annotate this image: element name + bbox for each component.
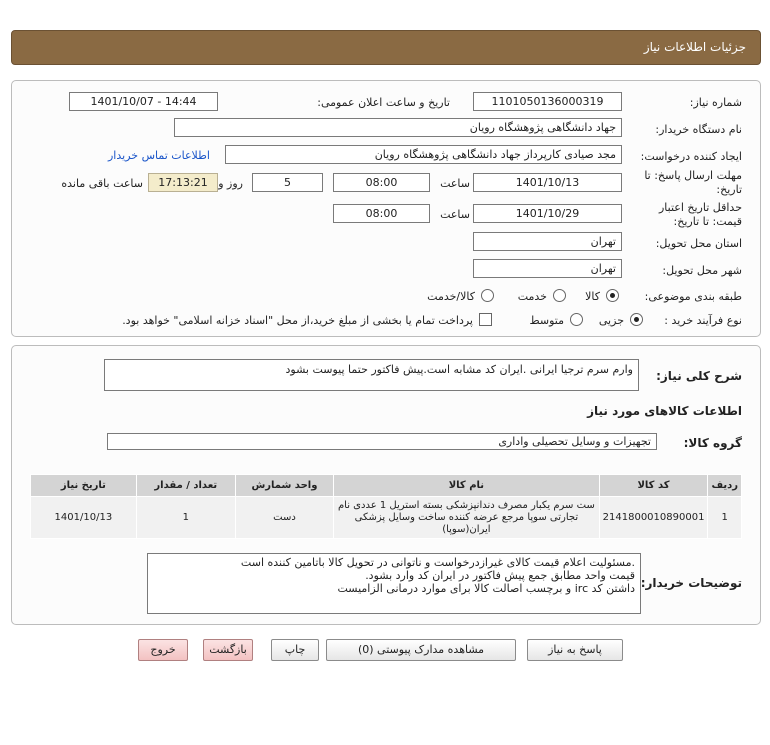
notes-line-3: داشتن کد irc و برچسب اصالت کالا برای موارد درمانی الزامیست xyxy=(337,582,635,595)
reply-button[interactable]: پاسخ به نیاز xyxy=(527,639,623,661)
goods-table xyxy=(30,474,742,539)
col-date: تاریخ نیاز xyxy=(31,475,137,497)
validity-label xyxy=(659,201,742,229)
buyer-org-field[interactable]: جهاد دانشگاهی پژوهشگاه رویان xyxy=(174,118,622,137)
payment-note: پرداخت تمام یا بخشی از مبلغ خرید،از محل "اسناد خزانه اسلامی" خواهد بود. xyxy=(122,314,473,327)
days-field[interactable]: 5 xyxy=(252,173,323,192)
process-radio-medium[interactable] xyxy=(570,313,583,326)
category-radio-goods[interactable] xyxy=(606,289,619,302)
remaining-label: ساعت باقی مانده xyxy=(61,177,143,190)
view-documents-button[interactable]: مشاهده مدارک پیوستی (0) xyxy=(326,639,516,661)
payment-checkbox[interactable] xyxy=(479,313,492,326)
category-radio-service[interactable] xyxy=(553,289,566,302)
deadline-time-field[interactable]: 08:00 xyxy=(333,173,430,192)
col-row: ردیف xyxy=(708,475,742,497)
notes-field[interactable] xyxy=(147,553,641,614)
group-field[interactable]: تجهیزات و وسایل تحصیلی واداری xyxy=(107,433,657,450)
creator-field[interactable]: مجد صیادی کارپرداز جهاد دانشگاهی پژوهشگاه رویان xyxy=(225,145,622,164)
process-radio-minor[interactable] xyxy=(630,313,643,326)
notes-label: توضیحات خریدار: xyxy=(640,576,742,590)
validity-time-label: ساعت xyxy=(440,208,470,221)
deadline-time-label: ساعت xyxy=(440,177,470,190)
remaining-time-field: 17:13:21 xyxy=(148,173,218,192)
notes-line-1: .مسئولیت اعلام قیمت کالای غیرازدرخواست و ناتوانی در تحویل کالا باتامین کننده است xyxy=(240,556,635,569)
validity-time-field[interactable]: 08:00 xyxy=(333,204,430,223)
days-label: روز و xyxy=(218,177,243,190)
announce-label: تاریخ و ساعت اعلان عمومی: xyxy=(317,96,450,109)
city-field[interactable]: تهران xyxy=(473,259,622,278)
category-label: طبقه بندی موضوعی: xyxy=(644,290,742,303)
category-radio-goods-service[interactable] xyxy=(481,289,494,302)
city-label: شهر محل تحویل: xyxy=(662,264,742,277)
notes-line-2: قیمت واحد مطابق جمع پیش فاکتور در ایران کد وارد بشود. xyxy=(365,569,635,582)
need-number-label: شماره نیاز: xyxy=(689,96,742,109)
category-option-goods: کالا xyxy=(585,290,600,303)
process-label: نوع فرآیند خرید : xyxy=(664,314,742,327)
cell-qty: 1 xyxy=(136,497,235,539)
cell-date: 1401/10/13 xyxy=(31,497,137,539)
validity-label-line2: قیمت: تا تاریخ: xyxy=(673,215,742,228)
deadline-date-field[interactable]: 1401/10/13 xyxy=(473,173,622,192)
process-option-medium: متوسط xyxy=(529,314,564,327)
announce-field[interactable]: 1401/10/07 - 14:44 xyxy=(69,92,218,111)
page-header xyxy=(11,30,761,65)
goods-section-title: اطلاعات کالاهای مورد نیاز xyxy=(587,404,742,418)
cell-row: 1 xyxy=(708,497,742,539)
back-button[interactable]: بازگشت xyxy=(203,639,253,661)
cell-name: ست سرم یکبار مصرف دندانپزشکی بسته استریل 1 عددی نام تجارتی سوپا مرجع عرضه کننده ساخت وسایل پزشکی ایران(سوپا) xyxy=(334,497,599,539)
goods-table-header xyxy=(31,475,742,497)
category-option-goods-service: کالا/خدمت xyxy=(427,290,475,303)
contact-buyer-link[interactable]: اطلاعات تماس خریدار xyxy=(108,149,210,162)
summary-field[interactable]: وارم سرم ترجیا ایرانی .ایران کد مشابه است.پیش فاکتور حتما پیوست بشود xyxy=(104,359,639,391)
group-label: گروه کالا: xyxy=(683,436,742,450)
table-row[interactable] xyxy=(31,497,742,539)
category-option-service: خدمت xyxy=(517,290,547,303)
province-field[interactable]: تهران xyxy=(473,232,622,251)
deadline-label-line1: مهلت ارسال پاسخ: تا xyxy=(644,169,742,182)
page-title: جزئیات اطلاعات نیاز xyxy=(643,40,746,54)
col-unit: واحد شمارش xyxy=(235,475,333,497)
need-number-field[interactable]: 1101050136000319 xyxy=(473,92,622,111)
col-qty: تعداد / مقدار xyxy=(136,475,235,497)
deadline-label xyxy=(644,169,742,197)
deadline-label-line2: تاریخ: xyxy=(716,183,742,196)
col-name: نام کالا xyxy=(334,475,599,497)
province-label: استان محل تحویل: xyxy=(655,237,742,250)
creator-label: ایجاد کننده درخواست: xyxy=(640,150,742,163)
cell-unit: دست xyxy=(235,497,333,539)
exit-button[interactable]: خروج xyxy=(138,639,188,661)
col-code: کد کالا xyxy=(599,475,708,497)
buyer-org-label: نام دستگاه خریدار: xyxy=(655,123,742,136)
cell-code: 2141800010890001 xyxy=(599,497,708,539)
validity-label-line1: حداقل تاریخ اعتبار xyxy=(658,201,742,214)
print-button[interactable]: چاپ xyxy=(271,639,319,661)
validity-date-field[interactable]: 1401/10/29 xyxy=(473,204,622,223)
summary-label: شرح کلی نیاز: xyxy=(656,369,742,383)
process-option-minor: جزیی xyxy=(598,314,624,327)
